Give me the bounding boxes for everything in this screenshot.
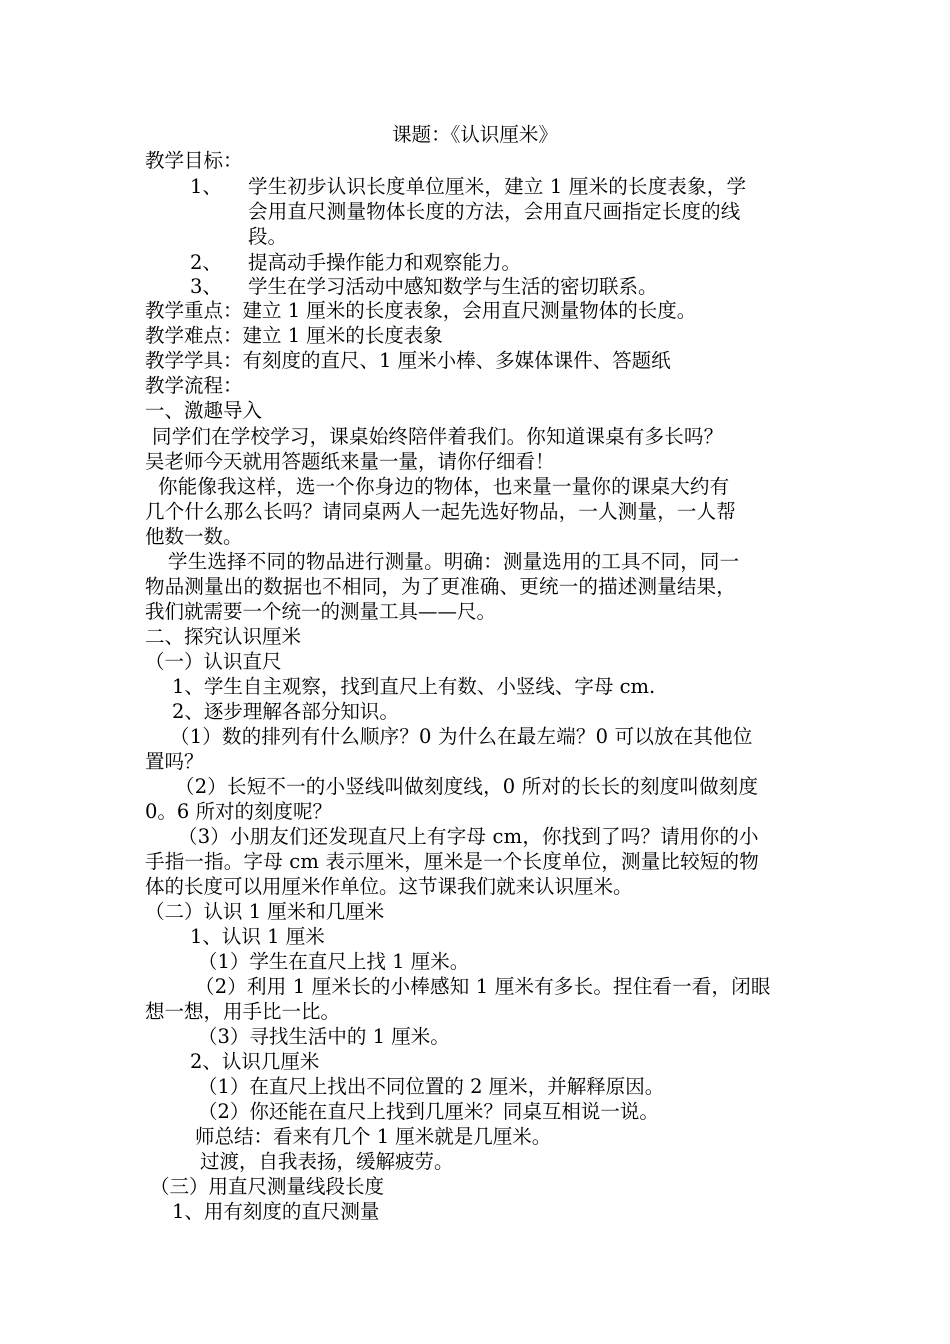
paragraph-line: 我们就需要一个统一的测量工具——尺。 (145, 600, 497, 623)
objective-line: 学生在学习活动中感知数学与生活的密切联系。 (248, 275, 658, 298)
question-line: 置吗？ (145, 750, 204, 773)
teaching-tools: 教学学具：有刻度的直尺、1 厘米小棒、多媒体课件、答题纸 (145, 349, 671, 372)
item-line: （3）寻找生活中的 1 厘米。 (198, 1025, 450, 1048)
question-line: 手指一指。字母 cm 表示厘米，厘米是一个长度单位，测量比较短的物 (145, 850, 759, 873)
paragraph-line: 几个什么那么长吗？请同桌两人一起先选好物品，一人测量，一人帮 (145, 500, 737, 523)
paragraph-line: 你能像我这样，选一个你身边的物体，也来量一量你的课桌大约有 (158, 475, 730, 498)
lesson-title: 课题：《认识厘米》 (392, 123, 558, 146)
subsection-heading: （二）认识 1 厘米和几厘米 (145, 900, 385, 923)
question-line: （2）长短不一的小竖线叫做刻度线，0 所对的长长的刻度叫做刻度 (175, 775, 759, 798)
summary-line: 师总结：看来有几个 1 厘米就是几厘米。 (195, 1125, 552, 1148)
item-line: 2、逐步理解各部分知识。 (172, 700, 399, 723)
paragraph-line: 学生选择不同的物品进行测量。明确：测量选用的工具不同，同一 (168, 550, 740, 573)
objective-line: 段。 (248, 225, 288, 248)
item-line: 1、学生自主观察，找到直尺上有数、小竖线、字母 cm. (172, 675, 656, 698)
paragraph-line: 同学们在学校学习，课桌始终陪伴着我们。你知道课桌有多长吗？ (152, 425, 724, 448)
paragraph-line: 物品测量出的数据也不相同，为了更准确、更统一的描述测量结果， (145, 575, 737, 598)
item-line: 1、认识 1 厘米 (190, 925, 325, 948)
objective-line: 提高动手操作能力和观察能力。 (248, 251, 522, 274)
objective-number: 3、 (190, 275, 222, 298)
item-line: 1、用有刻度的直尺测量 (172, 1200, 380, 1223)
question-line: （3）小朋友们还发现直尺上有字母 cm，你找到了吗？请用你的小 (178, 825, 759, 848)
subsection-heading: （一）认识直尺 (145, 650, 282, 673)
transition-line: 过渡，自我表扬，缓解疲劳。 (200, 1150, 454, 1173)
question-line: 体的长度可以用厘米作单位。这节课我们就来认识厘米。 (145, 875, 633, 898)
objective-number: 1、 (190, 175, 222, 198)
item-line: （2）利用 1 厘米长的小棒感知 1 厘米有多长。捏住看一看，闭眼 (195, 975, 771, 998)
difficulty: 教学难点：建立 1 厘米的长度表象 (145, 324, 443, 347)
subsection-heading: （三）用直尺测量线段长度 (150, 1175, 385, 1198)
question-line: （1）数的排列有什么顺序？0 为什么在最左端？0 可以放在其他位 (170, 725, 753, 748)
question-line: 0。6 所对的刻度呢？ (145, 800, 333, 823)
section-heading: 一、激趣导入 (145, 399, 263, 422)
paragraph-line: 他数一数。 (145, 525, 243, 548)
process-heading: 教学流程： (145, 374, 243, 397)
objective-line: 学生初步认识长度单位厘米，建立 1 厘米的长度表象，学 (248, 175, 747, 198)
section-heading: 二、探究认识厘米 (145, 625, 302, 648)
paragraph-line: 吴老师今天就用答题纸来量一量，请你仔细看！ (145, 450, 555, 473)
objective-number: 2、 (190, 251, 222, 274)
item-line: （1）在直尺上找出不同位置的 2 厘米，并解释原因。 (198, 1075, 665, 1098)
key-point: 教学重点：建立 1 厘米的长度表象，会用直尺测量物体的长度。 (145, 299, 697, 322)
objective-line: 会用直尺测量物体长度的方法，会用直尺画指定长度的线 (248, 200, 741, 223)
item-line: （2）你还能在直尺上找到几厘米？同桌互相说一说。 (198, 1100, 659, 1123)
item-line: （1）学生在直尺上找 1 厘米。 (198, 950, 470, 973)
item-line: 想一想，用手比一比。 (145, 1000, 341, 1023)
item-line: 2、认识几厘米 (190, 1050, 320, 1073)
objectives-heading: 教学目标： (145, 149, 243, 172)
